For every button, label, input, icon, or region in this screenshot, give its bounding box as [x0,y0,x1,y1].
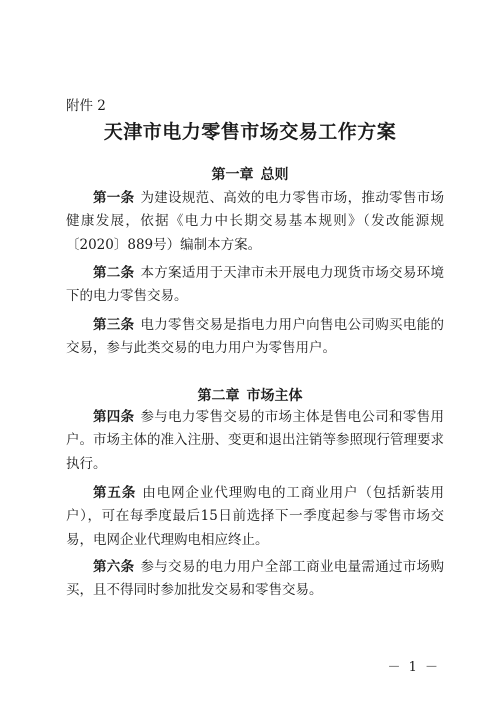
document-title: 天津市电力零售市场交易工作方案 [103,121,397,143]
chapter-1-heading [0,164,500,184]
article-1-label: 第一条 [93,190,135,206]
article-4-text: 参与电力零售交易的市场主体是售电公司和零售用户。市场主体的准入注册、变更和退出注销等参照现行管理要求执行。 [66,409,444,472]
chapter-2-heading [0,385,500,405]
article-4 [66,406,444,476]
article-4-label: 第四条 [93,409,135,425]
article-5-text: 由电网企业代理购电的工商业用户（包括新装用户），可在每季度最后15日前选择下一季度起参与零售市场交易，电网企业代理购电相应终止。 [66,485,445,548]
article-1 [66,187,444,257]
article-5 [66,482,444,552]
article-3-label: 第三条 [93,317,135,333]
article-2-label: 第二条 [93,265,135,281]
article-5-label: 第五条 [93,485,137,501]
article-2 [66,262,444,309]
article-2-text: 本方案适用于天津市未开展电力现货市场交易环境下的电力零售交易。 [66,265,444,305]
attachment-label: 附件 2 [66,98,106,114]
page-number: － 1 － [387,660,440,675]
article-1-text: 为建设规范、高效的电力零售市场，推动零售市场健康发展，依据《电力中长期交易基本规则》（发改能源规〔2020〕889号）编制本方案。 [66,190,444,253]
chapter-1-name: 总则 [260,167,289,183]
article-6 [66,556,444,603]
article-6-label: 第六条 [93,559,135,575]
chapter-2-number: 第二章 [197,388,240,404]
article-3-text: 电力零售交易是指电力用户向售电公司购买电能的交易，参与此类交易的电力用户为零售用户。 [66,317,444,357]
chapter-2-name: 市场主体 [246,388,303,404]
article-6-text: 参与交易的电力用户全部工商业电量需通过市场购买，且不得同时参加批发交易和零售交易。 [66,559,444,599]
chapter-1-number: 第一章 [211,167,254,183]
article-3 [66,314,444,361]
